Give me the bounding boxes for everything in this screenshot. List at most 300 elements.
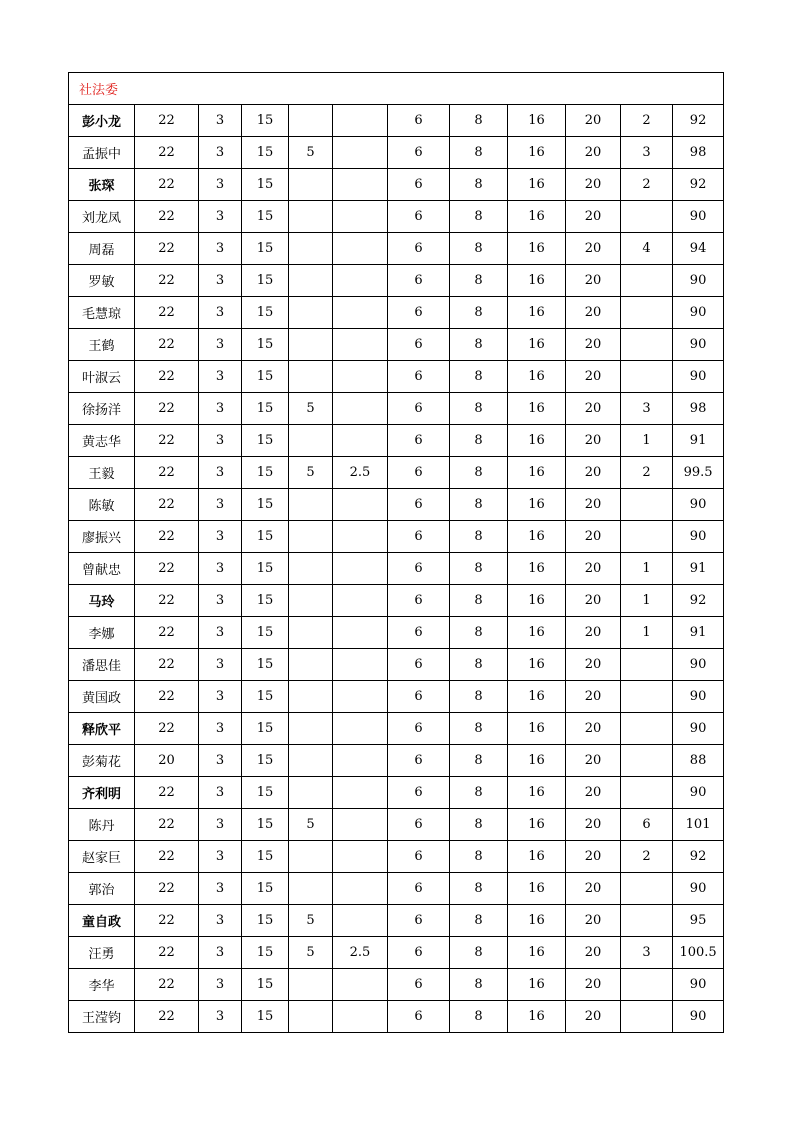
score-cell: 22: [135, 361, 199, 393]
score-cell: 16: [508, 329, 566, 361]
score-cell: 20: [566, 297, 621, 329]
score-cell: 3: [199, 201, 242, 233]
score-cell: 22: [135, 457, 199, 489]
row-name-cell: 陈丹: [69, 809, 135, 841]
score-cell: [621, 649, 673, 681]
score-cell: 15: [242, 393, 289, 425]
score-cell: [333, 617, 388, 649]
score-cell: 15: [242, 457, 289, 489]
score-cell: 99.5: [673, 457, 724, 489]
score-cell: 22: [135, 169, 199, 201]
score-cell: 15: [242, 937, 289, 969]
score-cell: 2: [621, 457, 673, 489]
score-cell: 22: [135, 105, 199, 137]
score-cell: 8: [450, 649, 508, 681]
score-cell: 22: [135, 969, 199, 1001]
score-cell: [333, 745, 388, 777]
score-cell: 6: [388, 521, 450, 553]
score-cell: 8: [450, 617, 508, 649]
score-cell: 98: [673, 393, 724, 425]
score-cell: 3: [199, 681, 242, 713]
row-name-cell: 李华: [69, 969, 135, 1001]
score-cell: [333, 873, 388, 905]
table-row: [69, 169, 724, 201]
score-cell: 16: [508, 937, 566, 969]
score-cell: 15: [242, 841, 289, 873]
score-cell: 16: [508, 617, 566, 649]
table-row: [69, 585, 724, 617]
score-cell: 16: [508, 777, 566, 809]
row-name-cell: 陈敏: [69, 489, 135, 521]
score-cell: 2.5: [333, 937, 388, 969]
section-header-row: [69, 73, 724, 105]
score-cell: [289, 617, 333, 649]
score-cell: 8: [450, 169, 508, 201]
score-cell: 6: [388, 137, 450, 169]
row-name-cell: 黄国政: [69, 681, 135, 713]
score-cell: 91: [673, 617, 724, 649]
score-cell: 6: [388, 777, 450, 809]
score-cell: 16: [508, 713, 566, 745]
score-cell: 3: [199, 393, 242, 425]
score-cell: 22: [135, 873, 199, 905]
score-cell: 16: [508, 201, 566, 233]
score-cell: 3: [199, 873, 242, 905]
score-cell: 6: [388, 1001, 450, 1033]
score-cell: 8: [450, 777, 508, 809]
score-cell: 15: [242, 329, 289, 361]
score-cell: 8: [450, 713, 508, 745]
score-cell: 16: [508, 585, 566, 617]
score-cell: 91: [673, 425, 724, 457]
score-cell: [289, 553, 333, 585]
score-cell: 20: [566, 873, 621, 905]
score-cell: 101: [673, 809, 724, 841]
score-cell: 20: [566, 713, 621, 745]
score-cell: 22: [135, 777, 199, 809]
score-cell: 3: [199, 745, 242, 777]
score-cell: 16: [508, 297, 566, 329]
score-cell: 95: [673, 905, 724, 937]
score-cell: [621, 905, 673, 937]
score-cell: 16: [508, 457, 566, 489]
score-cell: 8: [450, 521, 508, 553]
score-cell: 6: [388, 841, 450, 873]
row-name-cell: 徐扬洋: [69, 393, 135, 425]
score-cell: 15: [242, 297, 289, 329]
score-cell: 20: [566, 265, 621, 297]
score-cell: 8: [450, 937, 508, 969]
score-cell: [333, 393, 388, 425]
score-cell: 16: [508, 105, 566, 137]
score-cell: 90: [673, 489, 724, 521]
score-cell: [333, 297, 388, 329]
score-cell: 15: [242, 681, 289, 713]
score-cell: [289, 329, 333, 361]
row-name-cell: 童自政: [69, 905, 135, 937]
score-cell: 15: [242, 169, 289, 201]
score-cell: [621, 1001, 673, 1033]
score-cell: 22: [135, 1001, 199, 1033]
row-name-cell: 刘龙凤: [69, 201, 135, 233]
score-cell: [333, 553, 388, 585]
score-cell: 16: [508, 361, 566, 393]
score-cell: 8: [450, 553, 508, 585]
score-cell: [333, 585, 388, 617]
score-cell: 8: [450, 393, 508, 425]
table-row: [69, 425, 724, 457]
score-cell: [289, 681, 333, 713]
score-cell: 16: [508, 265, 566, 297]
score-cell: 3: [199, 457, 242, 489]
score-cell: 5: [289, 393, 333, 425]
row-name-cell: 释欣平: [69, 713, 135, 745]
score-cell: 90: [673, 1001, 724, 1033]
score-cell: [333, 105, 388, 137]
score-cell: 20: [566, 393, 621, 425]
score-cell: 8: [450, 201, 508, 233]
score-cell: 3: [199, 169, 242, 201]
score-cell: [333, 489, 388, 521]
score-cell: 6: [388, 169, 450, 201]
score-cell: 15: [242, 905, 289, 937]
score-cell: 22: [135, 713, 199, 745]
score-cell: [621, 681, 673, 713]
score-cell: 22: [135, 393, 199, 425]
score-cell: 15: [242, 1001, 289, 1033]
score-cell: 20: [566, 777, 621, 809]
score-cell: 3: [199, 553, 242, 585]
row-name-cell: 叶淑云: [69, 361, 135, 393]
score-cell: 3: [199, 489, 242, 521]
score-cell: 2: [621, 841, 673, 873]
score-cell: 100.5: [673, 937, 724, 969]
score-cell: 22: [135, 201, 199, 233]
table-row: [69, 361, 724, 393]
score-cell: 5: [289, 457, 333, 489]
score-cell: [289, 649, 333, 681]
score-cell: 20: [566, 649, 621, 681]
score-cell: 8: [450, 841, 508, 873]
score-cell: 8: [450, 905, 508, 937]
score-cell: 8: [450, 329, 508, 361]
score-cell: 8: [450, 297, 508, 329]
score-cell: 6: [388, 329, 450, 361]
score-cell: [289, 169, 333, 201]
score-cell: 22: [135, 329, 199, 361]
table-row: [69, 681, 724, 713]
score-cell: 16: [508, 169, 566, 201]
score-cell: 90: [673, 329, 724, 361]
score-cell: 6: [388, 233, 450, 265]
score-cell: 6: [388, 553, 450, 585]
score-cell: 4: [621, 233, 673, 265]
score-cell: 8: [450, 233, 508, 265]
score-cell: [333, 969, 388, 1001]
score-cell: 20: [566, 1001, 621, 1033]
score-cell: 91: [673, 553, 724, 585]
score-cell: 90: [673, 649, 724, 681]
score-cell: 92: [673, 841, 724, 873]
table-row: [69, 489, 724, 521]
score-cell: [333, 329, 388, 361]
score-cell: 15: [242, 553, 289, 585]
score-cell: 92: [673, 585, 724, 617]
score-cell: 90: [673, 265, 724, 297]
score-cell: [333, 361, 388, 393]
row-name-cell: 王鹤: [69, 329, 135, 361]
row-name-cell: 郭治: [69, 873, 135, 905]
score-cell: [333, 1001, 388, 1033]
score-cell: 8: [450, 489, 508, 521]
score-cell: 1: [621, 585, 673, 617]
score-cell: 5: [289, 905, 333, 937]
score-cell: 90: [673, 777, 724, 809]
score-cell: 8: [450, 745, 508, 777]
score-cell: 3: [199, 137, 242, 169]
score-cell: [333, 777, 388, 809]
score-cell: [333, 841, 388, 873]
table-row: [69, 905, 724, 937]
score-cell: 6: [388, 681, 450, 713]
score-cell: 15: [242, 617, 289, 649]
score-cell: 1: [621, 617, 673, 649]
score-cell: 1: [621, 425, 673, 457]
score-cell: 20: [566, 329, 621, 361]
score-cell: [289, 745, 333, 777]
score-cell: 3: [199, 969, 242, 1001]
row-name-cell: 李娜: [69, 617, 135, 649]
table-row: [69, 1001, 724, 1033]
score-cell: [621, 489, 673, 521]
score-cell: 15: [242, 265, 289, 297]
score-cell: 20: [566, 457, 621, 489]
score-cell: 90: [673, 681, 724, 713]
table-row: [69, 937, 724, 969]
score-cell: 3: [199, 905, 242, 937]
score-cell: 16: [508, 425, 566, 457]
table-row: [69, 969, 724, 1001]
table-row: [69, 809, 724, 841]
row-name-cell: 孟振中: [69, 137, 135, 169]
score-cell: 16: [508, 873, 566, 905]
score-cell: 20: [566, 937, 621, 969]
score-cell: 22: [135, 521, 199, 553]
score-cell: 6: [388, 745, 450, 777]
row-name-cell: 曾献忠: [69, 553, 135, 585]
table-row: [69, 873, 724, 905]
score-cell: 15: [242, 969, 289, 1001]
section-title: 社法委: [69, 73, 724, 105]
score-cell: 20: [566, 585, 621, 617]
score-cell: 16: [508, 969, 566, 1001]
score-cell: 15: [242, 425, 289, 457]
score-cell: 15: [242, 233, 289, 265]
score-cell: 6: [388, 617, 450, 649]
score-cell: 3: [199, 521, 242, 553]
score-cell: 22: [135, 489, 199, 521]
score-cell: 16: [508, 137, 566, 169]
score-cell: [289, 425, 333, 457]
score-cell: 3: [621, 937, 673, 969]
score-cell: 20: [566, 361, 621, 393]
table-row: [69, 201, 724, 233]
score-cell: 22: [135, 425, 199, 457]
score-cell: 3: [199, 1001, 242, 1033]
score-cell: 3: [199, 233, 242, 265]
score-cell: [621, 713, 673, 745]
score-table: [68, 72, 724, 1033]
score-cell: 20: [566, 553, 621, 585]
score-cell: [333, 425, 388, 457]
score-cell: 92: [673, 105, 724, 137]
score-cell: 3: [199, 585, 242, 617]
score-cell: 2.5: [333, 457, 388, 489]
row-name-cell: 廖振兴: [69, 521, 135, 553]
score-cell: 15: [242, 361, 289, 393]
score-cell: 6: [388, 361, 450, 393]
score-cell: [621, 329, 673, 361]
row-name-cell: 潘思佳: [69, 649, 135, 681]
score-cell: [289, 489, 333, 521]
score-cell: 22: [135, 681, 199, 713]
score-cell: 15: [242, 105, 289, 137]
score-cell: 22: [135, 233, 199, 265]
row-name-cell: 王毅: [69, 457, 135, 489]
score-cell: [333, 521, 388, 553]
score-cell: 15: [242, 713, 289, 745]
score-cell: 20: [566, 681, 621, 713]
score-cell: 16: [508, 809, 566, 841]
score-cell: 15: [242, 873, 289, 905]
score-cell: 8: [450, 585, 508, 617]
table-row: [69, 617, 724, 649]
score-cell: [333, 233, 388, 265]
table-row: [69, 233, 724, 265]
score-cell: 15: [242, 489, 289, 521]
score-cell: 6: [388, 105, 450, 137]
score-cell: 94: [673, 233, 724, 265]
score-cell: 16: [508, 393, 566, 425]
table-row: [69, 393, 724, 425]
score-cell: [333, 809, 388, 841]
score-cell: 6: [388, 937, 450, 969]
score-cell: 6: [388, 649, 450, 681]
score-cell: 16: [508, 489, 566, 521]
table-row: [69, 777, 724, 809]
score-cell: 3: [199, 297, 242, 329]
score-cell: [289, 105, 333, 137]
score-cell: 20: [566, 809, 621, 841]
score-cell: [289, 265, 333, 297]
score-cell: 98: [673, 137, 724, 169]
table-row: [69, 521, 724, 553]
score-cell: 16: [508, 841, 566, 873]
score-cell: 3: [621, 137, 673, 169]
score-cell: 20: [566, 201, 621, 233]
table-row: [69, 265, 724, 297]
row-name-cell: 毛慧琼: [69, 297, 135, 329]
score-cell: 8: [450, 361, 508, 393]
score-cell: 6: [388, 809, 450, 841]
score-cell: 90: [673, 713, 724, 745]
score-cell: 90: [673, 297, 724, 329]
score-cell: 22: [135, 617, 199, 649]
score-cell: 3: [199, 617, 242, 649]
row-name-cell: 赵家巨: [69, 841, 135, 873]
score-cell: [621, 201, 673, 233]
score-cell: 3: [199, 361, 242, 393]
score-cell: [289, 1001, 333, 1033]
score-cell: 20: [566, 841, 621, 873]
score-cell: 8: [450, 425, 508, 457]
score-cell: 16: [508, 521, 566, 553]
score-cell: 6: [388, 489, 450, 521]
score-cell: 15: [242, 809, 289, 841]
score-cell: 8: [450, 105, 508, 137]
score-cell: 5: [289, 809, 333, 841]
score-cell: 90: [673, 969, 724, 1001]
score-cell: [289, 713, 333, 745]
score-cell: [289, 777, 333, 809]
score-cell: [333, 169, 388, 201]
score-cell: 6: [621, 809, 673, 841]
score-cell: 16: [508, 553, 566, 585]
score-cell: [333, 681, 388, 713]
score-cell: 15: [242, 745, 289, 777]
score-cell: 22: [135, 137, 199, 169]
score-cell: 15: [242, 649, 289, 681]
score-cell: 3: [199, 649, 242, 681]
score-cell: 22: [135, 841, 199, 873]
score-cell: [333, 137, 388, 169]
row-name-cell: 罗敏: [69, 265, 135, 297]
row-name-cell: 黄志华: [69, 425, 135, 457]
score-cell: 15: [242, 585, 289, 617]
score-cell: 8: [450, 873, 508, 905]
score-cell: 6: [388, 201, 450, 233]
table-row: [69, 297, 724, 329]
score-cell: 3: [199, 777, 242, 809]
score-cell: 6: [388, 297, 450, 329]
table-row: [69, 745, 724, 777]
score-cell: 22: [135, 265, 199, 297]
score-cell: 20: [566, 169, 621, 201]
score-cell: [289, 969, 333, 1001]
score-cell: 3: [199, 937, 242, 969]
row-name-cell: 彭菊花: [69, 745, 135, 777]
score-cell: 15: [242, 521, 289, 553]
score-cell: 20: [566, 137, 621, 169]
score-cell: 6: [388, 969, 450, 1001]
table-row: [69, 553, 724, 585]
score-cell: 5: [289, 137, 333, 169]
score-cell: 6: [388, 873, 450, 905]
table-row: [69, 329, 724, 361]
score-cell: 90: [673, 361, 724, 393]
score-cell: [289, 361, 333, 393]
row-name-cell: 汪勇: [69, 937, 135, 969]
score-cell: 6: [388, 713, 450, 745]
score-cell: 20: [566, 521, 621, 553]
score-cell: [621, 969, 673, 1001]
score-cell: 16: [508, 745, 566, 777]
table-row: [69, 649, 724, 681]
row-name-cell: 周磊: [69, 233, 135, 265]
score-cell: 20: [566, 745, 621, 777]
score-cell: 6: [388, 265, 450, 297]
score-cell: [621, 361, 673, 393]
